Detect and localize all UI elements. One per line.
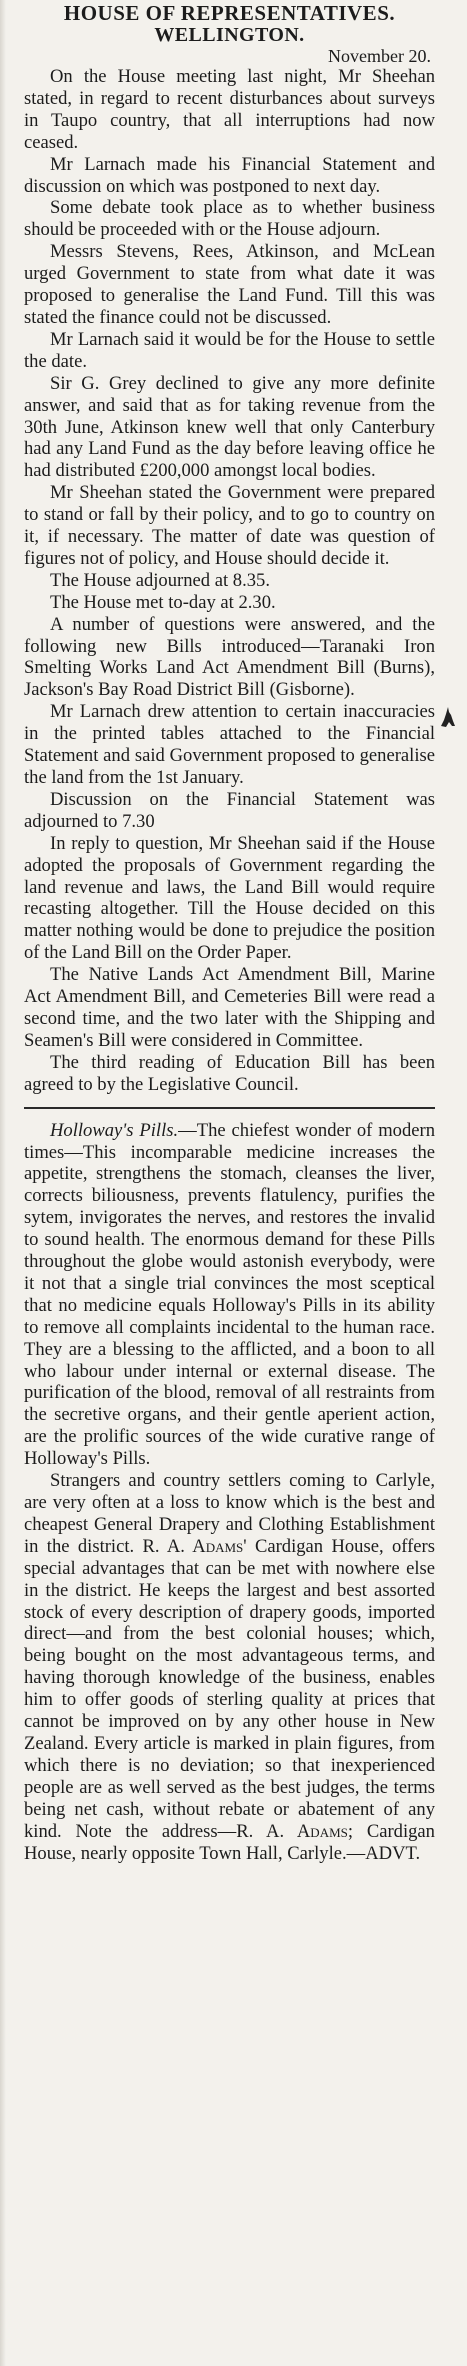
article-paragraph: Mr Larnach said it would be for the House to settle the date. [24, 328, 435, 372]
holloway-advert [24, 1120, 435, 1471]
article-paragraph: In reply to question, Mr Sheehan said if the House adopted the proposals of Government regarding the land revenue and laws, the Land Bill would require recasting altogether. Till the House decided on this matter nothing would be done to prejudice the position of the Land Bill on the Order Paper. [24, 832, 435, 964]
drapery-advert [24, 1470, 435, 1864]
drapery-advert-proprietor: R. A. Adams' [142, 1535, 247, 1557]
article-paragraph: On the House meeting last night, Mr Sheehan stated, in regard to recent disturbances about surveys in Taupo country, that all interruptions had now ceased. [24, 66, 435, 153]
article-paragraph: Mr Sheehan stated the Government were prepared to stand or fall by their policy, and to go to country on it, if necessary. The matter of date was question of figures not of policy, and House should decide it. [24, 482, 435, 569]
article-paragraph: Sir G. Grey declined to give any more definite answer, and said that as for taking revenue from the 30th June, Atkinson knew well that only Canterbury had any Land Fund as the day before leaving office he had distributed £200,000 amongst local bodies. [24, 372, 435, 482]
article-paragraph: Mr Larnach made his Financial Statement and discussion on which was postponed to next day. [24, 153, 435, 197]
article-paragraph: Mr Larnach drew attention to certain inaccuracies in the printed tables attached to the Financial Statement and said Government proposed to generalise the land from the 1st January. [24, 701, 435, 788]
ink-blot-icon [440, 706, 456, 728]
article-paragraph: The House adjourned at 8.35. [50, 569, 270, 591]
holloway-advert-lead: Holloway's Pills. [50, 1119, 179, 1141]
drapery-advert-advt-mark: ADVT. [365, 1842, 421, 1864]
section-divider [24, 1107, 435, 1109]
article-paragraph: The Native Lands Act Amendment Bill, Marine Act Amendment Bill, and Cemeteries Bill were read a second time, and the two later with the Shipping and Seamen's Bill were considered in Committee. [24, 964, 435, 1051]
holloway-advert-body: —The chiefest wonder of modern times—This incomparable medicine increases the appetite, strengthens the stomach, cleanses the liver, corrects biliousness, prevents flatulency, purifies the sytem, invigorates the nerves, and restores the invalid to sound health. The enormous demand for these Pills throughout the globe would astonish everybody, were it not that a single trial convinces the most sceptical that no medicine equals Holloway's Pills in its ability to remove all complaints incidental to the human race. They are a blessing to the afflicted, and a boon to all who labour under internal or external disease. The purification of the blood, removal of all restraints from the secretive organs, and their gentle aperient action, are the prolific sources of the wide curative range of Holloway's Pills. [24, 1119, 436, 1470]
drapery-advert-proprietor: R. A. Adams [236, 1820, 348, 1842]
article-body [24, 66, 435, 1096]
article-heading: HOUSE OF REPRESENTATIVES. [63, 1, 396, 25]
article-paragraph: The House met to-day at 2.30. [50, 591, 276, 613]
drapery-advert-text: Strangers and country settlers coming to Carlyle, are very often at a loss to know which is the best and cheapest General Drapery and Clothing Establishment in the district. [24, 1470, 435, 1557]
drapery-advert-text: Cardigan House, offers special advantages that can be met with nowhere else in the district. He keeps the largest and best assorted stock of every description of drapery goods, imported direct—and from the best colonial houses; which, being bought on the most advantageous terms, and having thorough knowledge of the business, enables him to offer goods of sterling quality at prices that cannot be improved on by any other house in New Zealand. Every article is marked in plain figures, from which there is no deviation; so that inexperienced people are as well served as the best judges, the terms being net cash, without rebate or abatement of any kind. Note the address— [24, 1535, 435, 1842]
article-paragraph: A number of questions were answered, and the following new Bills introduced—Taranaki Iron Smelting Works Land Act Amendment Bill (Burns), Jackson's Bay Road District Bill (Gisborne). [24, 613, 435, 701]
article-paragraph: Some debate took place as to whether business should be proceeded with or the House adjourn. [24, 197, 435, 241]
article-subheading: WELLINGTON. [154, 24, 305, 46]
article-paragraph: The third reading of Education Bill has been agreed to by the Legislative Council. [24, 1051, 435, 1095]
article-paragraph: Messrs Stevens, Rees, Atkinson, and McLean urged Government to state from what date it was proposed to generalise the Land Fund. Till this was stated the finance could not be discussed. [24, 241, 435, 328]
article-paragraph: Discussion on the Financial Statement was adjourned to 7.30 [24, 788, 435, 832]
drapery-advert-text: ; Cardigan House, nearly opposite Town Hall, Carlyle.— [24, 1820, 435, 1864]
article-dateline: November 20. [328, 46, 431, 66]
